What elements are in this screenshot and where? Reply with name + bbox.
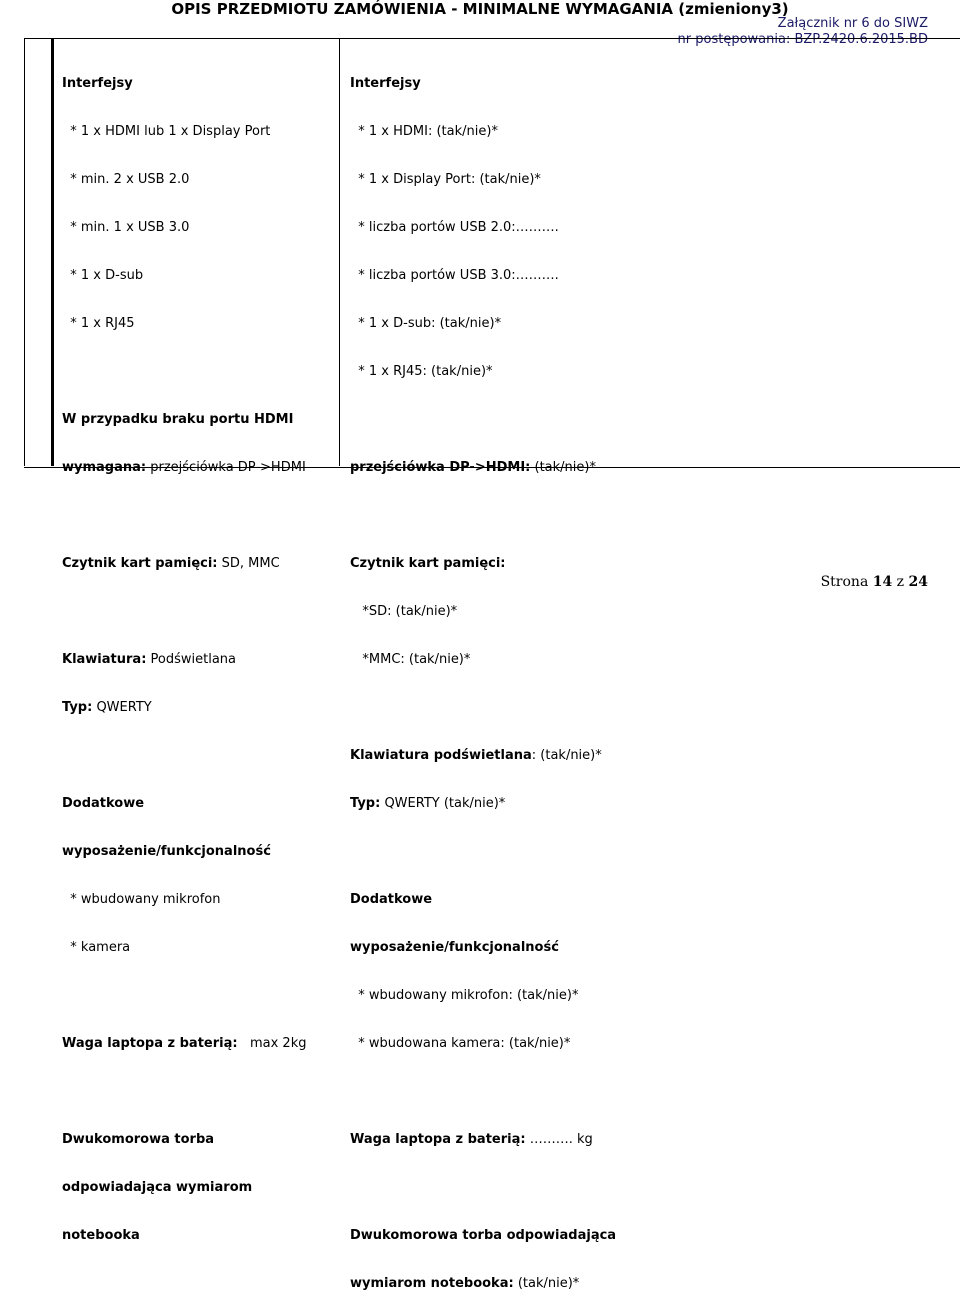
page-total: 24 [908, 574, 928, 590]
list-item: * 1 x HDMI lub 1 x Display Port [62, 124, 271, 139]
page-footer [821, 574, 928, 590]
list-item: * 1 x RJ45: (tak/nie)* [350, 364, 493, 379]
list-item: * min. 1 x USB 3.0 [62, 220, 190, 235]
offer-column [350, 44, 950, 1308]
footer-separator: z [892, 574, 909, 590]
footer-prefix: Strona [820, 574, 873, 590]
list-item: * 1 x HDMI: (tak/nie)* [350, 124, 498, 139]
hdmi-heading: W przypadku braku portu HDMI [62, 412, 294, 427]
type-label: Typ: [350, 796, 381, 811]
list-item: *SD: (tak/nie)* [350, 604, 458, 619]
keyboard-label: Klawiatura podświetlana [350, 748, 532, 763]
interfaces-heading: Interfejsy [62, 76, 133, 91]
attachment-label: Załącznik nr 6 do SIWZ [777, 16, 928, 31]
hdmi-label: wymagana: [62, 460, 147, 475]
bag-label: wymiarom notebooka: [350, 1276, 514, 1291]
weight-label: Waga laptopa z baterią: [350, 1132, 526, 1147]
weight-value: ………. kg [525, 1132, 593, 1147]
card-reader-label: Czytnik kart pamięci: [62, 556, 218, 571]
list-item: * liczba portów USB 2.0:………. [350, 220, 559, 235]
page-number: 14 [872, 574, 893, 590]
adapter-value: (tak/nie)* [530, 460, 596, 475]
case-number: nr postępowania: BZP.2420.6.2015.BD [677, 32, 928, 47]
extra-heading-2: wyposażenie/funkcjonalność [350, 940, 559, 955]
list-item: * 1 x RJ45 [62, 316, 135, 331]
extra-heading: Dodatkowe [350, 892, 433, 907]
list-item: * liczba portów USB 3.0:………. [350, 268, 559, 283]
list-item: * wbudowana kamera: (tak/nie)* [350, 1036, 571, 1051]
card-reader-label: Czytnik kart pamięci: [350, 556, 506, 571]
weight-label: Waga laptopa z baterią: [62, 1036, 238, 1051]
list-item: * 1 x D-sub [62, 268, 144, 283]
bag-value: (tak/nie)* [513, 1276, 580, 1291]
list-item: * 1 x D-sub: (tak/nie)* [350, 316, 502, 331]
card-reader-value: SD, MMC [217, 556, 280, 571]
list-item: * kamera [62, 940, 131, 955]
type-label: Typ: [62, 700, 93, 715]
bag-heading-2: odpowiadająca wymiarom [62, 1180, 253, 1195]
type-value: QWERTY [92, 700, 152, 715]
list-item: * wbudowany mikrofon: (tak/nie)* [350, 988, 579, 1003]
weight-value: max 2kg [237, 1036, 307, 1051]
keyboard-value: : (tak/nie)* [531, 748, 602, 763]
extra-heading-2: wyposażenie/funkcjonalność [62, 844, 271, 859]
list-item: *MMC: (tak/nie)* [350, 652, 471, 667]
interfaces-heading: Interfejsy [350, 76, 421, 91]
extra-heading: Dodatkowe [62, 796, 145, 811]
page-title: OPIS PRZEDMIOTU ZAMÓWIENIA - MINIMALNE WYMAGANIA (zmieniony3) [171, 0, 789, 18]
bag-heading: Dwukomorowa torba [62, 1132, 215, 1147]
type-value: QWERTY (tak/nie)* [380, 796, 506, 811]
list-item: * 1 x Display Port: (tak/nie)* [350, 172, 541, 187]
keyboard-label: Klawiatura: [62, 652, 147, 667]
bag-heading-3: notebooka [62, 1228, 140, 1243]
keyboard-value: Podświetlana [146, 652, 237, 667]
column-divider [339, 38, 340, 466]
list-item: * wbudowany mikrofon [62, 892, 221, 907]
list-item: * min. 2 x USB 2.0 [62, 172, 190, 187]
hdmi-value: przejściówka DP->HDMI [146, 460, 306, 475]
adapter-label: przejściówka DP->HDMI: [350, 460, 531, 475]
bag-heading: Dwukomorowa torba odpowiadająca [350, 1228, 617, 1243]
table-index-column [24, 38, 54, 466]
requirements-column [62, 44, 332, 1260]
